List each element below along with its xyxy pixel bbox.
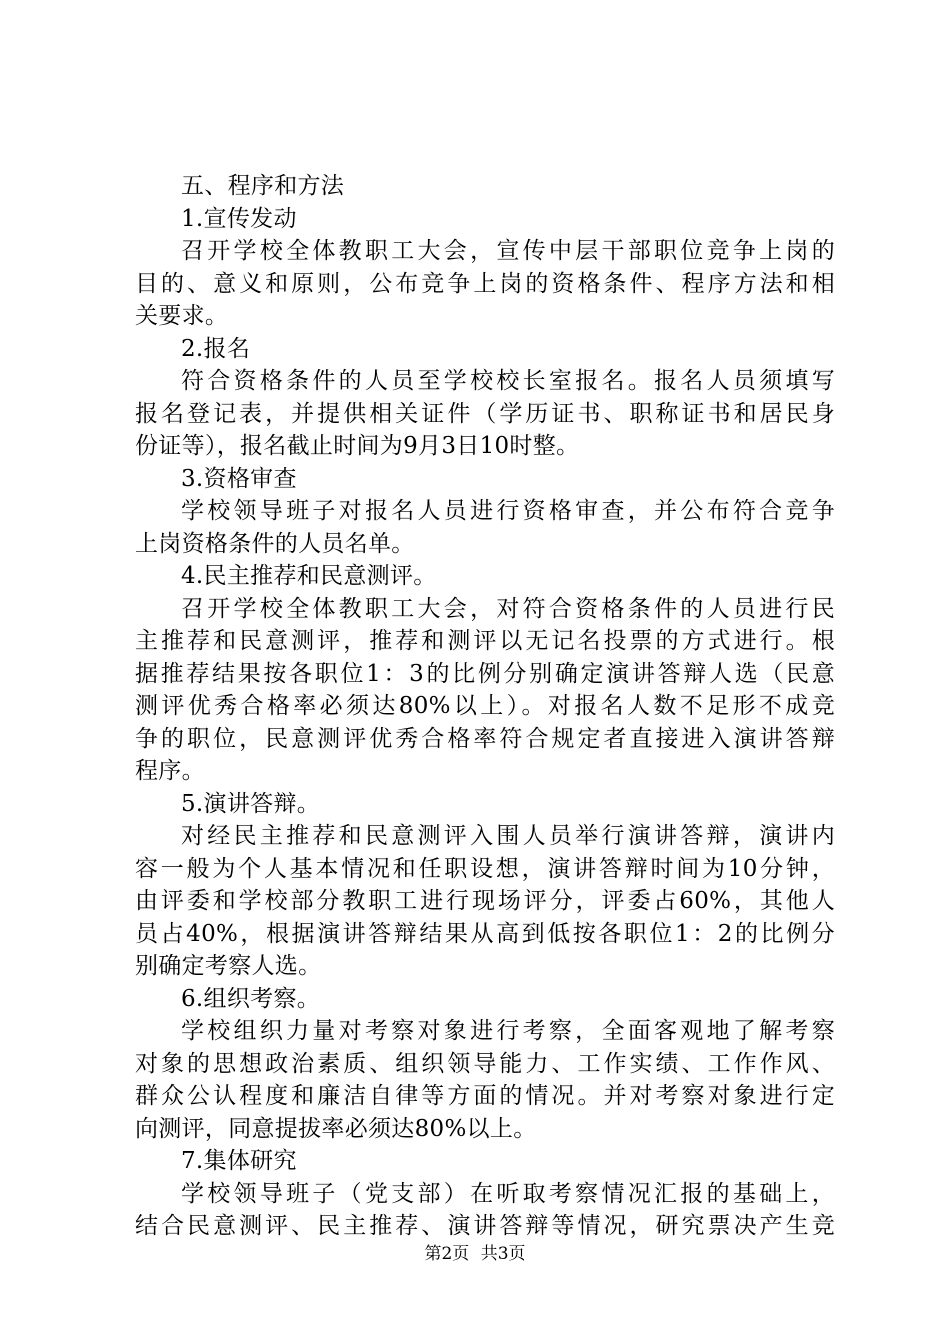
document-line: 别确定考察人选。 [135, 953, 322, 979]
document-line: 程序。 [135, 758, 205, 784]
page-total: 共3页 [480, 1244, 526, 1264]
page-number: 第2页 [424, 1244, 470, 1264]
document-line: 关要求。 [135, 303, 229, 329]
document-line: 召开学校全体教职工大会，对符合资格条件的人员进行民 [181, 595, 835, 622]
document-line: 5.演讲答辩。 [181, 790, 321, 817]
document-line: 结合民意测评、民主推荐、演讲答辩等情况，研究票决产生竞 [135, 1213, 835, 1239]
document-line: 上岗资格条件的人员名单。 [135, 530, 415, 557]
document-line: 容一般为个人基本情况和任职设想，演讲答辩时间为10分钟， [135, 855, 835, 882]
document-line: 目的、意义和原则，公布竞争上岗的资格条件、程序方法和相 [135, 270, 835, 297]
document-line: 召开学校全体教职工大会，宣传中层干部职位竞争上岗的 [181, 238, 835, 264]
document-line: 对经民主推荐和民意测评入围人员举行演讲答辩，演讲内 [181, 823, 835, 849]
document-line: 主推荐和民意测评，推荐和测评以无记名投票的方式进行。根 [135, 628, 835, 654]
document-line: 学校组织力量对考察对象进行考察，全面客观地了解考察 [181, 1018, 835, 1044]
document-line: 员占40%，根据演讲答辩结果从高到低按各职位1：2的比例分 [135, 920, 835, 947]
document-line: 群众公认程度和廉洁自律等方面的情况。并对考察对象进行定 [135, 1083, 835, 1109]
document-line: 对象的思想政治素质、组织领导能力、工作实绩、工作作风、 [135, 1050, 835, 1077]
document-line: 2.报名 [181, 335, 251, 362]
document-line: 五、程序和方法 [181, 173, 345, 199]
page-footer [0, 1242, 950, 1266]
document-line: 7.集体研究 [181, 1148, 297, 1174]
document-line: 份证等），报名截止时间为9月3日10时整。 [135, 433, 580, 459]
document-line: 学校领导班子（党支部）在听取考察情况汇报的基础上， [181, 1180, 835, 1207]
document-line: 报名登记表，并提供相关证件（学历证书、职称证书和居民身 [135, 400, 835, 427]
document-line: 据推荐结果按各职位1：3的比例分别确定演讲答辩人选（民意 [135, 660, 835, 687]
document-line: 争的职位，民意测评优秀合格率符合规定者直接进入演讲答辩 [135, 725, 835, 752]
document-line: 测评优秀合格率必须达80%以上）。对报名人数不足形不成竞 [135, 693, 835, 719]
document-line: 6.组织考察。 [181, 985, 321, 1012]
document-line: 由评委和学校部分教职工进行现场评分，评委占60%，其他人 [135, 888, 835, 914]
document-line: 符合资格条件的人员至学校校长室报名。报名人员须填写 [181, 368, 835, 394]
document-line: 4.民主推荐和民意测评。 [181, 563, 437, 589]
document-line: 3.资格审查 [181, 465, 297, 492]
document-line: 1.宣传发动 [181, 205, 297, 232]
document-line: 向测评，同意提拔率必须达80%以上。 [135, 1115, 537, 1142]
document-body [135, 170, 835, 1243]
document-line: 学校领导班子对报名人员进行资格审查，并公布符合竞争 [181, 498, 835, 524]
